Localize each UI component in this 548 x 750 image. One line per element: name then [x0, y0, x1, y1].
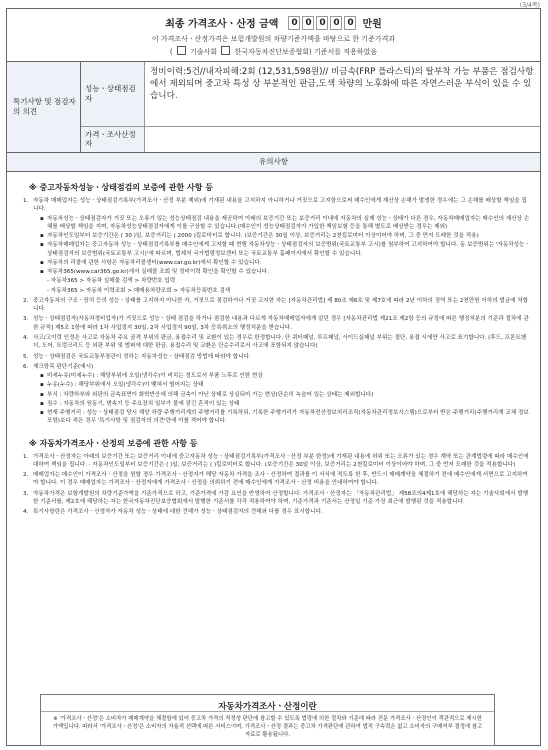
opinion-body: [81, 62, 540, 152]
list-item: 3. 자동차가격은 보험개발원의 차량기준가액을 기준가격으로 하고, 기준가격에 가감 요인을 반영하여 산정합니다. 가격조사ㆍ산정자는 「자동차관리법」 제58조의4제1호에 해당하는 자는 기술사회에서 발행한 기준서를, 제2호에 해당하는 자는 한국자동차진단보증협회에서 발행한 기준서를 각각 적용하여야 하며, 기준가격과 기준서는 산정일 기준 가장 최근에 발행된 것을 적용합니다.: [23, 490, 529, 505]
list-item: 4. 특기사항란은 가격조사ㆍ산정자가 자동차 성능ㆍ상태에 대한 견해가 성능ㆍ상태점검자의 견해와 다를 경우 표시합니다.: [23, 509, 323, 516]
appraiser-label: 가격ㆍ조사산정자: [81, 127, 145, 153]
item-text: 중고자동차의 구조ㆍ장치 등의 성능ㆍ상태를 고지하지 아니한 자, 거짓으로 점검하거나 거짓 고지한 자는 [자동차관리법] 제 80조 제6호 및 제7호에 따라 2년 이하의 징역 또는 2천만원 이하의 벌금에 처합니다.: [33, 297, 529, 313]
sub-item: ▪ 미세누유(미세누수) : 해당부위에 오일(냉각수)이 비치는 정도로서 부품 노후로 인한 현상: [40, 373, 263, 380]
sub-item: ▪ 자동차매매업자는 중고자동차 성능ㆍ상태점검기록부를 매수인에게 고지할 때 현행 자동차성능ㆍ상태점검자의 보증범위(국토교통부 고시)를 첨부하여 고지하여야 합니다. 동 보증범위는 '자동차성능ㆍ상태점검자의 보증범위(국토교통부 고시)'에 따르며, 법제처 국가법령정보센터 또는 국토교통부 홈페이지에서 확인할 수 있습니다.: [40, 242, 530, 257]
item-text: 매매업자는 매수인이 가격조사ㆍ산정을 원할 경우 가격조사ㆍ산정자가 해당 자동차 가격을 조사ㆍ산정하여 결과를 이 서식에 적도록 한 후, 반드시 매매계약을 체결하기 전에 매수인에게 서면으로 고지하여야 합니다. 이 경우 매매업자는 가격조사ㆍ산정자에게 가격조사ㆍ산정을 의뢰하기 전에 매수인에게 가격조사ㆍ산정 비용을 안내하여야 합니다.: [33, 472, 528, 487]
price-digit: 0: [344, 16, 356, 30]
list-item: 3. 성능ㆍ상태점검자(자동차정비업자)가 거짓으로 성능ㆍ상태 점검을 하거나 점검한 내용과 다르게 자동차매매업자에게 알린 경우 [자동차관리법 제21조 제2항 등의 규정에 따른 행정처분의 기준과 절차에 관한 규칙] 제5조 1항에 따라 1차 사업정지 30일, 2차 사업정지 90일, 3차 등록취소의 행정처분을 받습니다.: [23, 316, 529, 331]
item-text: 특기사항란은 가격조사ㆍ산정자가 자동차 성능ㆍ상태에 대한 견해가 성능ㆍ상태점검자의 견해와 다를 경우 표시합니다.: [33, 509, 323, 516]
section1-title: ※ 중고자동차성능ㆍ상태점검의 보증에 관한 사항 등: [29, 183, 213, 192]
section1-list: [7, 197, 540, 426]
sub-item: ▪ 현재 주행거리 : 성능ㆍ상태점검 당시 해당 차량 주행거리계의 주행거리를 기록하되, 기록한 주행거리가 자동차전산정보처리조직(자동차관리정보시스템)으로부터 받은 주행거리(주행거리계 교체 정보 포함)보다 적은 경우 '특기사항 및 점검자의 의견'란에 이를 적어야 합니다.: [40, 410, 529, 425]
section2-title: ※ 자동차가격조사ㆍ산정의 보증에 관한 사항 등: [29, 438, 198, 448]
page-number: (3/4쪽): [519, 2, 540, 9]
notice-heading: 유의사항: [7, 153, 540, 172]
item-text: 자동차 매매업자는 성능ㆍ상태점검기록부(가격조사ㆍ산정 부분 제외)에 기재된 내용을 고지하지 아니하거나 거짓으로 고지함으로써 매수인에게 재산상 손해가 발생한 경우에는 그 손해를 배상할 책임을 집니다.: [33, 198, 527, 213]
inspector-opinion-text: 정비이력:5건//내자피해:2회 (12,531,598원)// 비금속(FRP 플라스틱)의 탈부착 가능 부품은 점검사항에서 제외되며 중고차 특성 상 부분적인 판금,도색 차량의 노후화에 따른 자연스러운 부식이 있을 수 있습니다.: [150, 67, 534, 102]
item-number: 1.: [23, 198, 29, 204]
sub-item: ▪ 자동차인도일부터 보증기간은 ( 30 )일, 보증거리는 ( 2000 )킬로미터로 합니다. (보증기간은 30일 이상, 보증거리는 2천킬로미터 이상이어야 하며, 그 중 먼저 도래한 것을 적용): [40, 233, 479, 240]
engineer-society-checkbox[interactable]: [177, 46, 186, 55]
price-appraisal-definition-box: [40, 694, 495, 746]
diagnosis-association-checkbox[interactable]: [221, 46, 230, 55]
engineer-society-label: 기술사회: [190, 48, 218, 56]
inspector-label: 성능ㆍ상태점검자: [81, 62, 145, 126]
final-price-row: [7, 9, 540, 30]
sub-item: ▪ 자동차성능ㆍ상태점검자가 거짓 또는 오류가 있는 성능상태점검 내용을 제공하여 아래의 보증기간 또는 보증거리 이내에 자동차의 실제 성능ㆍ상태가 다른 경우, 자동차매매업자는 매수인의 재산상 손해를 배상할 책임을 지며, 자동차성능상태점검자에게 이를 구상할 수 있습니다.(매수인이 성능상태점검자가 가입한 책임보험 등을 통해 별도로 배상받는 경우는 제외): [40, 215, 530, 230]
item-text: 체크항목 판단기준(예시): [33, 363, 94, 370]
inspector-opinion-row: [81, 62, 540, 127]
sub-item: - 자동차365 > 자동차 실매물 검색 > 차량번호 입력: [47, 278, 176, 285]
opinion-table: [7, 62, 540, 153]
inspection-form-sheet: [6, 8, 541, 746]
item-text: 가격조사ㆍ산정자는 아래의 보증기간 또는 보증거리 이내에 중고자동차 성능ㆍ상태점검기록부(가격조사ㆍ산정 부분 한정)에 기재된 내용에 허위 또는 오류가 있는 경우 계약 또는 관계법령에 따라 매수인에 대하여 책임을 집니다. · 자동차인도일부터 보증기간은 ( )일, 보증거리는 ( )킬로미터로 합니다. (보증기간은 30일 이상, 보증거리는 2천킬로미터 이상이어야 하며, 그 중 먼저 도래한 것을 적용합니다): [33, 453, 529, 468]
list-item: 6. 체크항목 판단기준(예시) ▪ 미세누유(미세누수) : 해당부위에 오일(냉각수)이 비치는 정도로서 부품 노후로 인한 현상 ▪ 누유(누수) : 해당부위에서 오일(냉각수)이 맺혀서 떨어지는 상태 ▪ 부식 : 차량하부와 외판의 금속표면이 화학반응에 의해 금속이 아닌 상태로 상실되어 가는 현상(단순히 녹슬어 있는 상태는 제외합니다) ▪ 침수 : 자동차의 원동기, 변속기 등 주요장치 일부가 물에 잠긴 흔적이 있는 상태 ▪ 현재 주행거리 : 성능ㆍ상태점검 당시 해당 차량 주행거리계의 주행거리를 기록하되, 기록한 주행거리가 자동차전산정보처리조직(자동차관리정보시스템)으로부터 받은 주행거리(주행거리계 교체 정보 포함)보다 적은 경우 '특기사항 및 점검자의 의견'란에 이를 적어야 합니다.: [23, 363, 529, 425]
list-item: 1. 가격조사ㆍ산정자는 아래의 보증기간 또는 보증거리 이내에 중고자동차 성능ㆍ상태점검기록부(가격조사ㆍ산정 부분 한정)에 기재된 내용에 허위 또는 오류가 있는 경우 계약 또는 관계법령에 따라 매수인에 대하여 책임을 집니다. · 자동차인도일부터 보증기간은 ( )일, 보증거리는 ( )킬로미터로 합니다. (보증기간은 30일 이상, 보증거리는 2천킬로미터 이상이어야 하며, 그 중 먼저 도래한 것을 적용합니다): [23, 453, 529, 468]
sub-item: ▪ 자동차365(www.car365.go.kr)에서 실매물 조회 및 정비이력 확인을 확인할 수 있습니다.: [40, 269, 269, 276]
list-item: 4. 사고/고이력 인정은 사고로 자동차 주요 골격 부위의 판금, 용접수리 및 교환이 있는 경우로 한정합니다. 단 쿼터패널, 루프패널, 사이드실패널 부위는 절단, 용접 시에만 사고로 표기합니다. (후드, 프론트펜더, 도어, 트렁크리드 등 외판 부위 및 범퍼에 대한 판금, 용접수리 및 교환은 단순수리로서 사고에 포함되지 않습니다): [23, 334, 527, 350]
sub-item: - 자동차365 > 자동차 이력조회 > 매매용차량조회 > 자동차등록번호 검색: [47, 287, 231, 294]
section2-list: [7, 453, 540, 517]
diagnosis-association-label: 한국자동차진단보증협회) 기준서를 적용하였음: [234, 48, 378, 56]
list-item: [23, 197, 530, 295]
price-digit: 0: [316, 16, 328, 30]
item-text: 성능ㆍ상태점검은 국토교통부장관이 정하는 자동차성능ㆍ상태점검 방법에 따라야 합니다.: [33, 353, 251, 360]
appraiser-opinion-row: [81, 127, 540, 153]
definition-title: 자동차가격조사ㆍ산정이란: [41, 695, 494, 712]
opinion-label: 특기사항 및 점검자의 의견: [7, 62, 81, 152]
check-open-paren: (: [169, 48, 173, 56]
sub-item: ▪ 침수 : 자동차의 원동기, 변속기 등 주요장치 일부가 물에 잠긴 흔적이 있는 상태: [40, 400, 240, 407]
price-basis-note: 이 가격조사ㆍ산정가격은 보험개발원의 차량기준가액을 바탕으로 한 기준가격과: [151, 35, 396, 43]
price-digits: [288, 16, 356, 30]
standard-selection: [7, 46, 540, 57]
price-digit: 0: [330, 16, 342, 30]
sub-list: [33, 372, 530, 426]
price-summary-block: [7, 9, 540, 62]
sub-list: [33, 215, 530, 295]
sub-item: ▪ 누유(누수) : 해당부위에서 오일(냉각수)이 맺혀서 떨어지는 상태: [40, 382, 204, 389]
appraiser-opinion-text: [145, 127, 540, 153]
sub-item: ▪ 자동차의 리콜에 관한 사항은 자동차리콜센터(www.car.go.kr)에서 확인할 수 있습니다.: [40, 259, 262, 266]
list-item: 2. 매매업자는 매수인이 가격조사ㆍ산정을 원할 경우 가격조사ㆍ산정자가 해당 자동차 가격을 조사ㆍ산정하여 결과를 이 서식에 적도록 한 후, 반드시 매매계약을 체결하기 전에 매수인에게 서면으로 고지하여야 합니다. 이 경우 매매업자는 가격조사ㆍ산정자에게 가격조사ㆍ산정을 의뢰하기 전에 매수인에게 가격조사ㆍ산정 비용을 안내하여야 합니다.: [23, 472, 528, 487]
item-text: 자동차가격은 보험개발원의 차량기준가액을 기준가격으로 하고, 기준가격에 가감 요인을 반영하여 산정합니다. 가격조사ㆍ산정자는 「자동차관리법」 제58조의4제1호에 해당하는 자는 기술사회에서 발행한 기준서를, 제2호에 해당하는 자는 한국자동차진단보증협회에서 발행한 기준서를 각각 적용하여야 하며, 기준가격과 기준서는 산정일 기준 가장 최근에 발행된 것을 적용합니다.: [33, 490, 529, 505]
price-unit: 만원: [362, 19, 382, 30]
list-item: 2. 중고자동차의 구조ㆍ장치 등의 성능ㆍ상태를 고지하지 아니한 자, 거짓으로 점검하거나 거짓 고지한 자는 [자동차관리법] 제 80조 제6호 및 제7호에 따라 2년 이하의 징역 또는 2천만원 이하의 벌금에 처합니다.: [23, 297, 529, 313]
final-price-label: 최종 가격조사ㆍ산정 금액: [165, 19, 279, 30]
definition-text: ※ '가격조사ㆍ산정'은 소비자가 매매계약을 체결함에 있어 중고차 가격의 적정성 판단에 참고할 수 있도록 법령에 의한 절차와 기준에 따라 전문 가격조사ㆍ산정인이 객관적으로 제시한 가액입니다. 따라서 '가격조사ㆍ산정'은 소비자의 자율적 선택에 따른 서비스이며, 가격조사ㆍ산정 결과는 중고차 가격판단에 관하여 법적 구속력은 없고 소비자의 구매여부 결정에 참고자료로 활용됩니다.: [52, 716, 483, 738]
item-text: 성능ㆍ상태점검자(자동차정비업자)가 거짓으로 성능ㆍ상태 점검을 하거나 점검한 내용과 다르게 자동차매매업자에게 알린 경우 [자동차관리법 제21조 제2항 등의 규정에 따른 행정처분의 기준과 절차에 관한 규칙] 제5조 1항에 따라 1차 사업정지 30일, 2차 사업정지 90일, 3차 등록취소의 행정처분을 받습니다.: [33, 316, 529, 331]
price-digit: 0: [302, 16, 314, 30]
list-item: 5. 성능ㆍ상태점검은 국토교통부장관이 정하는 자동차성능ㆍ상태점검 방법에 따라야 합니다.: [23, 353, 251, 360]
item-text: 사고/고이력 인정은 사고로 자동차 주요 골격 부위의 판금, 용접수리 및 교환이 있는 경우로 한정합니다. 단 쿼터패널, 루프패널, 사이드실패널 부위는 절단, 용접 시에만 사고로 표기합니다. (후드, 프론트펜더, 도어, 트렁크리드 등 외판 부위 및 범퍼에 대한 판금, 용접수리 및 교환은 단순수리로서 사고에 포함되지 않습니다): [33, 334, 527, 350]
sub-item: ▪ 부식 : 차량하부와 외판의 금속표면이 화학반응에 의해 금속이 아닌 상태로 상실되어 가는 현상(단순히 녹슬어 있는 상태는 제외합니다): [40, 391, 374, 398]
price-digit: 0: [288, 16, 300, 30]
